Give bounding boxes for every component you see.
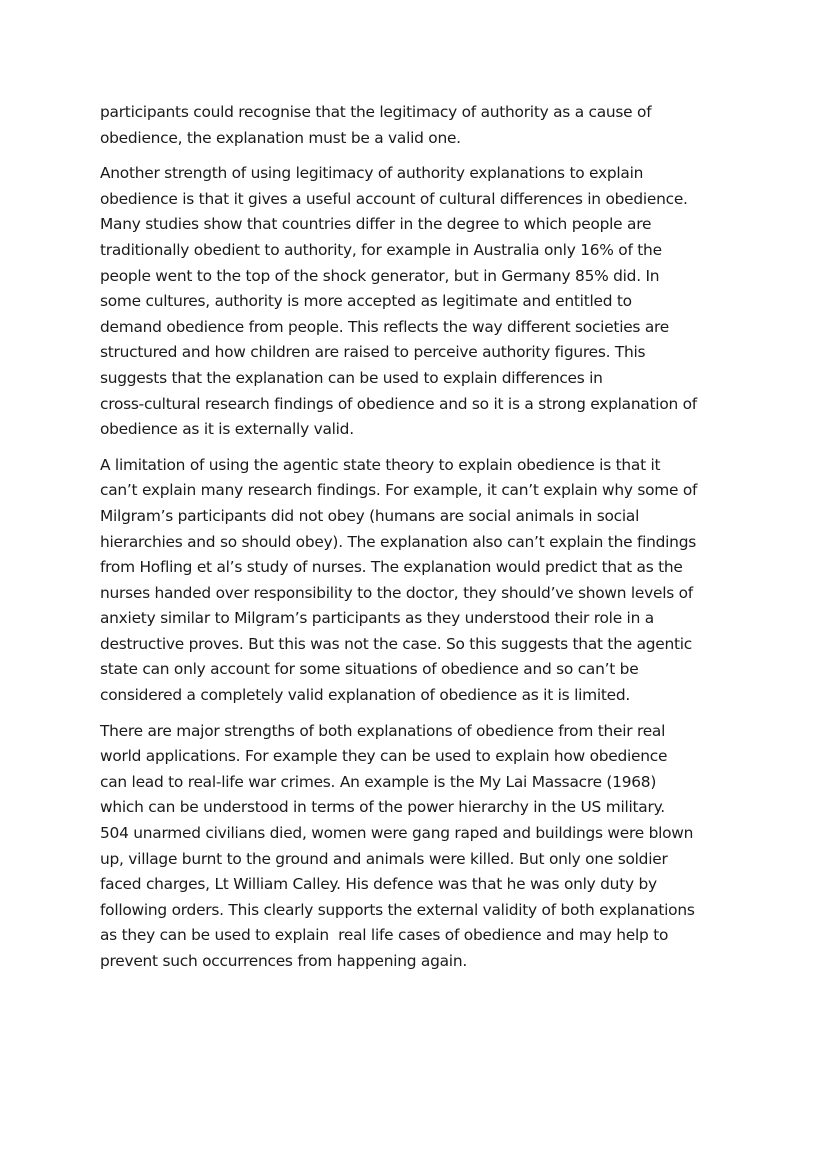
text-line: obedience, the explanation must be a valid one.: [100, 128, 461, 147]
text-line: traditionally obedient to authority, for example in Australia only 16% of the: [100, 240, 662, 259]
text-line: people went to the top of the shock generator, but in Germany 85% did. In: [100, 266, 660, 285]
text-line: as they can be used to explain real life cases of obedience and may help to: [100, 926, 669, 945]
text-line: Another strength of using legitimacy of authority explanations to explain: [100, 164, 644, 183]
text-line: cross-cultural research findings of obedience and so it is a strong explanation of: [100, 394, 697, 413]
text-line: 504 unarmed civilians died, women were gang raped and buildings were blown: [100, 824, 694, 843]
text-line: can’t explain many research findings. For example, it can’t explain why some of: [100, 481, 698, 500]
text-line: which can be understood in terms of the power hierarchy in the US military.: [100, 798, 665, 817]
text-line: obedience is that it gives a useful account of cultural differences in obedience.: [100, 189, 688, 208]
text-line: world applications. For example they can be used to explain how obedience: [100, 747, 668, 766]
text-line: prevent such occurrences from happening again.: [100, 952, 467, 970]
text-line: demand obedience from people. This reflects the way different societies are: [100, 317, 669, 336]
text-line: participants could recognise that the legitimacy of authority as a cause of: [100, 103, 652, 121]
text-line: following orders. This clearly supports the external validity of both explanations: [100, 900, 695, 919]
paragraph-1: [100, 100, 750, 151]
text-line: hierarchies and so should obey). The explanation also can’t explain the findings: [100, 532, 696, 551]
text-line: A limitation of using the agentic state theory to explain obedience is that it: [100, 455, 661, 474]
paragraph-3: [100, 453, 750, 709]
text-line: destructive proves. But this was not the case. So this suggests that the agentic: [100, 634, 693, 653]
text-line: Milgram’s participants did not obey (humans are social animals in social: [100, 506, 640, 525]
text-line: up, village burnt to the ground and animals were killed. But only one soldier: [100, 849, 668, 868]
text-line: faced charges, Lt William Calley. His defence was that he was only duty by: [100, 875, 657, 894]
text-line: some cultures, authority is more accepted as legitimate and entitled to: [100, 292, 632, 311]
text-line: anxiety similar to Milgram’s participants as they understood their role in a: [100, 609, 654, 628]
text-line: obedience as it is externally valid.: [100, 420, 354, 439]
paragraph-4: [100, 719, 750, 975]
text-line: considered a completely valid explanation of obedience as it is limited.: [100, 686, 631, 705]
text-line: from Hofling et al’s study of nurses. The explanation would predict that as the: [100, 558, 683, 577]
text-line: Many studies show that countries differ in the degree to which people are: [100, 215, 652, 234]
text-line: state can only account for some situations of obedience and so can’t be: [100, 660, 639, 679]
text-line: structured and how children are raised to perceive authority figures. This: [100, 343, 646, 362]
text-line: can lead to real-life war crimes. An example is the My Lai Massacre (1968): [100, 772, 657, 791]
text-line: There are major strengths of both explanations of obedience from their real: [100, 721, 666, 740]
document-body: [100, 100, 750, 985]
text-line: nurses handed over responsibility to the doctor, they should’ve shown levels of: [100, 583, 693, 602]
paragraph-2: [100, 161, 750, 443]
text-line: suggests that the explanation can be used to explain differences in: [100, 368, 603, 387]
